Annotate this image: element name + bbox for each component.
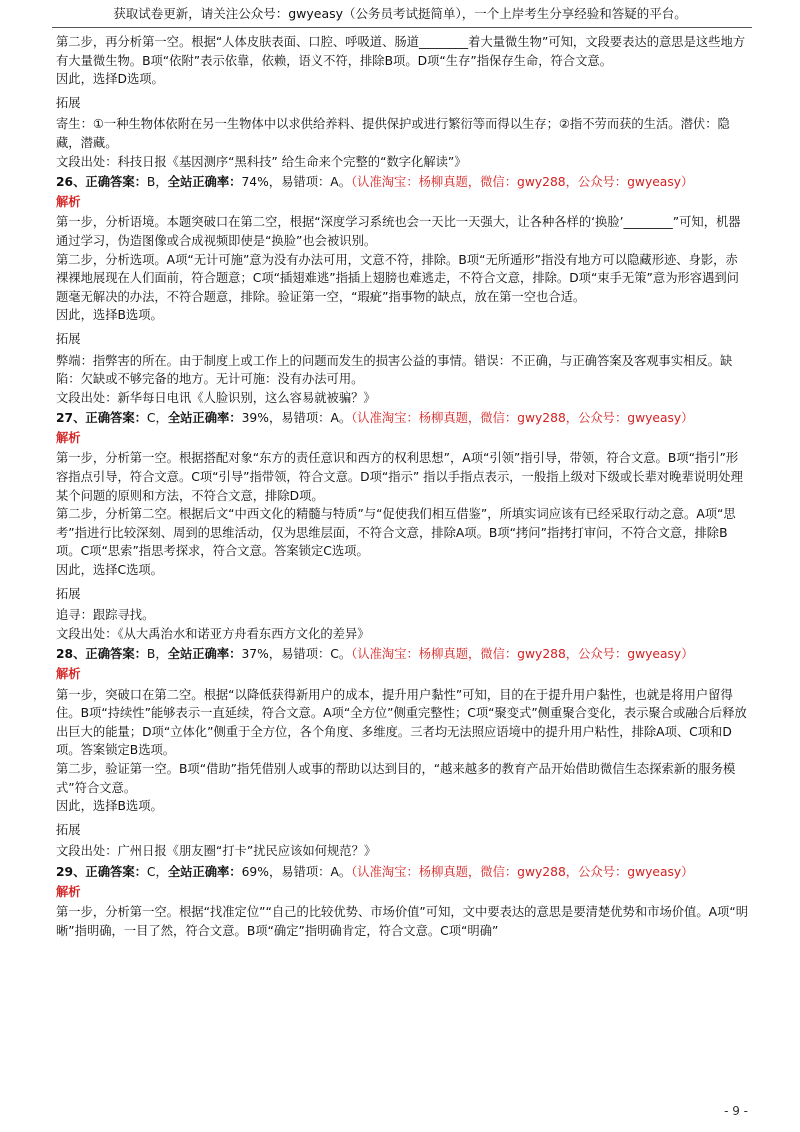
source-line: 文段出处：广州日报《朋友圈“打卡”扰民应该如何规范？》 <box>56 844 377 859</box>
header-text: 获取试卷更新，请关注公众号：gwyeasy（公务员考试挺简单），一个上岸考生分享经验和答疑的平台。 <box>113 6 687 21</box>
paragraph: 第二步，验证第一空。B项“借助”指凭借别人或事的帮助以达到目的，“越来越多的教育产品开始借助微信生态探索新的服务模式”符合文意。 <box>56 761 736 795</box>
answer-value: B， <box>146 647 168 662</box>
paragraph: 弊端：指弊害的所在。由于制度上或工作上的问题而发生的损害公益的事情。错误：不正确，与正确答案及客观事实相反。缺陷：欠缺或不够完备的地方。无计可施：没有办法可用。 <box>56 353 733 387</box>
wrong-option: 易错项：C。 <box>281 647 352 662</box>
section-title-tuozhan: 拓展 <box>56 95 81 110</box>
section-title-tuozhan: 拓展 <box>56 331 81 346</box>
source-line: 文段出处：新华每日电讯《人脸识别，这么容易就被骗？》 <box>56 390 376 405</box>
paragraph: 因此，选择D选项。 <box>56 72 164 87</box>
rate-value: 74%， <box>241 175 282 190</box>
wrong-option: 易错项：A。 <box>281 175 351 190</box>
question-number: 26、 <box>56 175 86 190</box>
question-number: 27、 <box>56 411 86 426</box>
question-28 <box>56 645 750 861</box>
answer-label: 正确答案： <box>85 411 147 426</box>
section-title-jiexi: 解析 <box>56 884 81 899</box>
question-27 <box>56 409 750 643</box>
question-29 <box>56 863 750 940</box>
section-title-tuozhan: 拓展 <box>56 822 81 837</box>
section-title-jiexi: 解析 <box>56 667 81 681</box>
promo-text: （认准淘宝：杨柳真题，微信：gwy288，公众号：gwyeasy） <box>351 864 694 879</box>
question-26 <box>56 173 750 407</box>
paragraph: 第二步，再分析第一空。根据“人体皮肤表面、口腔、呼吸道、肠道________着大量微生物”可知，文段要表达的意思是这些地方有大量微生物。B项“依附”表示依靠，依赖，语义不符，排除B项。D项“生存”指保存生命，符合文意。 <box>56 35 746 68</box>
wrong-option: 易错项：A。 <box>281 864 352 879</box>
question-25-tail <box>56 33 750 171</box>
question-number: 29、 <box>56 864 86 879</box>
answer-line <box>56 863 750 882</box>
answer-value: B， <box>146 175 168 190</box>
source-line: 文段出处：科技日报《基因测序“黑科技” 给生命来个完整的“数字化解读”》 <box>56 154 467 169</box>
paragraph: 因此，选择B选项。 <box>56 308 163 323</box>
section-title-tuozhan: 拓展 <box>56 586 81 601</box>
paragraph: 第一步，分析第一空。根据搭配对象“东方的责任意识和西方的权利思想”，A项“引领”指引导，带领，符合文意。B项“指引”形容指点引导，符合文意。C项“引导”指带领，符合文意。D项“指示” 指以手指点表示，一般指上级对下级或长辈对晚辈说明处理某个问题的原则和方法，不符合文意，排除D项。 <box>56 451 743 503</box>
paragraph: 第二步，分析第二空。根据后文“中西文化的精髓与特质”与“促使我们相互借鉴”，所填实词应该有已经采取行动之意。A项“思考”指进行比较深刻、周到的思维活动，仅为思维层面，不符合文意，排除A项。B项“拷问”指拷打审问，不符合文意，排除B项。C项“思索”指思考探求，符合文意。答案锁定C选项。 <box>56 507 736 559</box>
rate-value: 39%， <box>241 411 282 426</box>
section-title-jiexi: 解析 <box>56 430 81 445</box>
wrong-option: 易错项：A。 <box>281 411 352 426</box>
paragraph: 追寻：跟踪寻找。 <box>56 608 155 623</box>
rate-label: 全站正确率： <box>167 647 242 662</box>
paragraph: 第一步，突破口在第二空。根据“以降低获得新用户的成本，提升用户黏性”可知，目的在于提升用户黏性，也就是将用户留得住。B项“持续性”能够表示一直延续，符合文意。A项“全方位”侧重完整性；C项“聚变式”侧重聚合变化，表示聚合或融合后释放出巨大的能量；D项“立体化”侧重于全方位，各个角度、多维度。三者均无法照应语境中的提升用户粘性，排除A项、C项和D项。答案锁定B选项。 <box>56 687 747 758</box>
paragraph: 第二步，分析选项。A项“无计可施”意为没有办法可用，文意不符，排除。B项“无所遁形”指没有地方可以隐藏形迹、身影，赤裸裸地展现在人们面前，符合题意；C项“插翅难逃”指插上翅膀也难逃走，不符合文意，排除。D项“束手无策”意为形容遇到问题毫无解决的办法，不符合题意，排除。验证第一空，“瑕疵”指事物的缺点，放在第一空也合适。 <box>56 252 739 304</box>
header-divider <box>52 27 752 28</box>
answer-label: 正确答案： <box>85 175 147 190</box>
promo-text: （认准淘宝：杨柳真题，微信：gwy288，公众号：gwyeasy） <box>351 175 694 190</box>
answer-value: C， <box>146 411 168 426</box>
answer-line <box>56 173 750 192</box>
page-header <box>0 6 800 22</box>
rate-value: 69%， <box>241 864 282 879</box>
promo-text: （认准淘宝：杨柳真题，微信：gwy288，公众号：gwyeasy） <box>351 647 694 662</box>
answer-line <box>56 409 750 428</box>
rate-label: 全站正确率： <box>167 175 242 190</box>
page-number: - 9 - <box>724 1104 748 1118</box>
answer-value: C， <box>146 864 168 879</box>
answer-label: 正确答案： <box>85 864 147 879</box>
rate-value: 37%， <box>241 647 282 662</box>
answer-label: 正确答案： <box>85 647 147 662</box>
rate-label: 全站正确率： <box>167 411 242 426</box>
source-line: 文段出处：《从大禹治水和诺亚方舟看东西方文化的差异》 <box>56 626 370 641</box>
question-number: 28、 <box>56 647 86 662</box>
section-title-jiexi: 解析 <box>56 194 81 209</box>
promo-text: （认准淘宝：杨柳真题，微信：gwy288，公众号：gwyeasy） <box>351 411 694 426</box>
paragraph: 因此，选择B选项。 <box>56 799 163 814</box>
rate-label: 全站正确率： <box>167 864 242 879</box>
answer-line <box>56 645 750 664</box>
paragraph: 第一步，分析语境。本题突破口在第二空，根据“深度学习系统也会一天比一天强大，让各种各样的‘换脸’________”可知，机器通过学习，伪造图像或合成视频即使是“换脸”也会被识别。 <box>56 215 741 248</box>
paragraph: 寄生：①一种生物体依附在另一生物体中以求供给养料、提供保护或进行繁衍等而得以生存；②指不劳而获的生活。潜伏：隐藏，潜藏。 <box>56 117 730 150</box>
paragraph: 第一步，分析第一空。根据“找准定位”“自己的比较优势、市场价值”可知，文中要表达的意思是要清楚优势和市场价值。A项“明晰”指明确，一目了然，符合文意。B项“确定”指明确肯定，符合文意。C项“明确” <box>56 905 749 938</box>
paragraph: 因此，选择C选项。 <box>56 563 163 578</box>
document-body <box>56 33 750 940</box>
